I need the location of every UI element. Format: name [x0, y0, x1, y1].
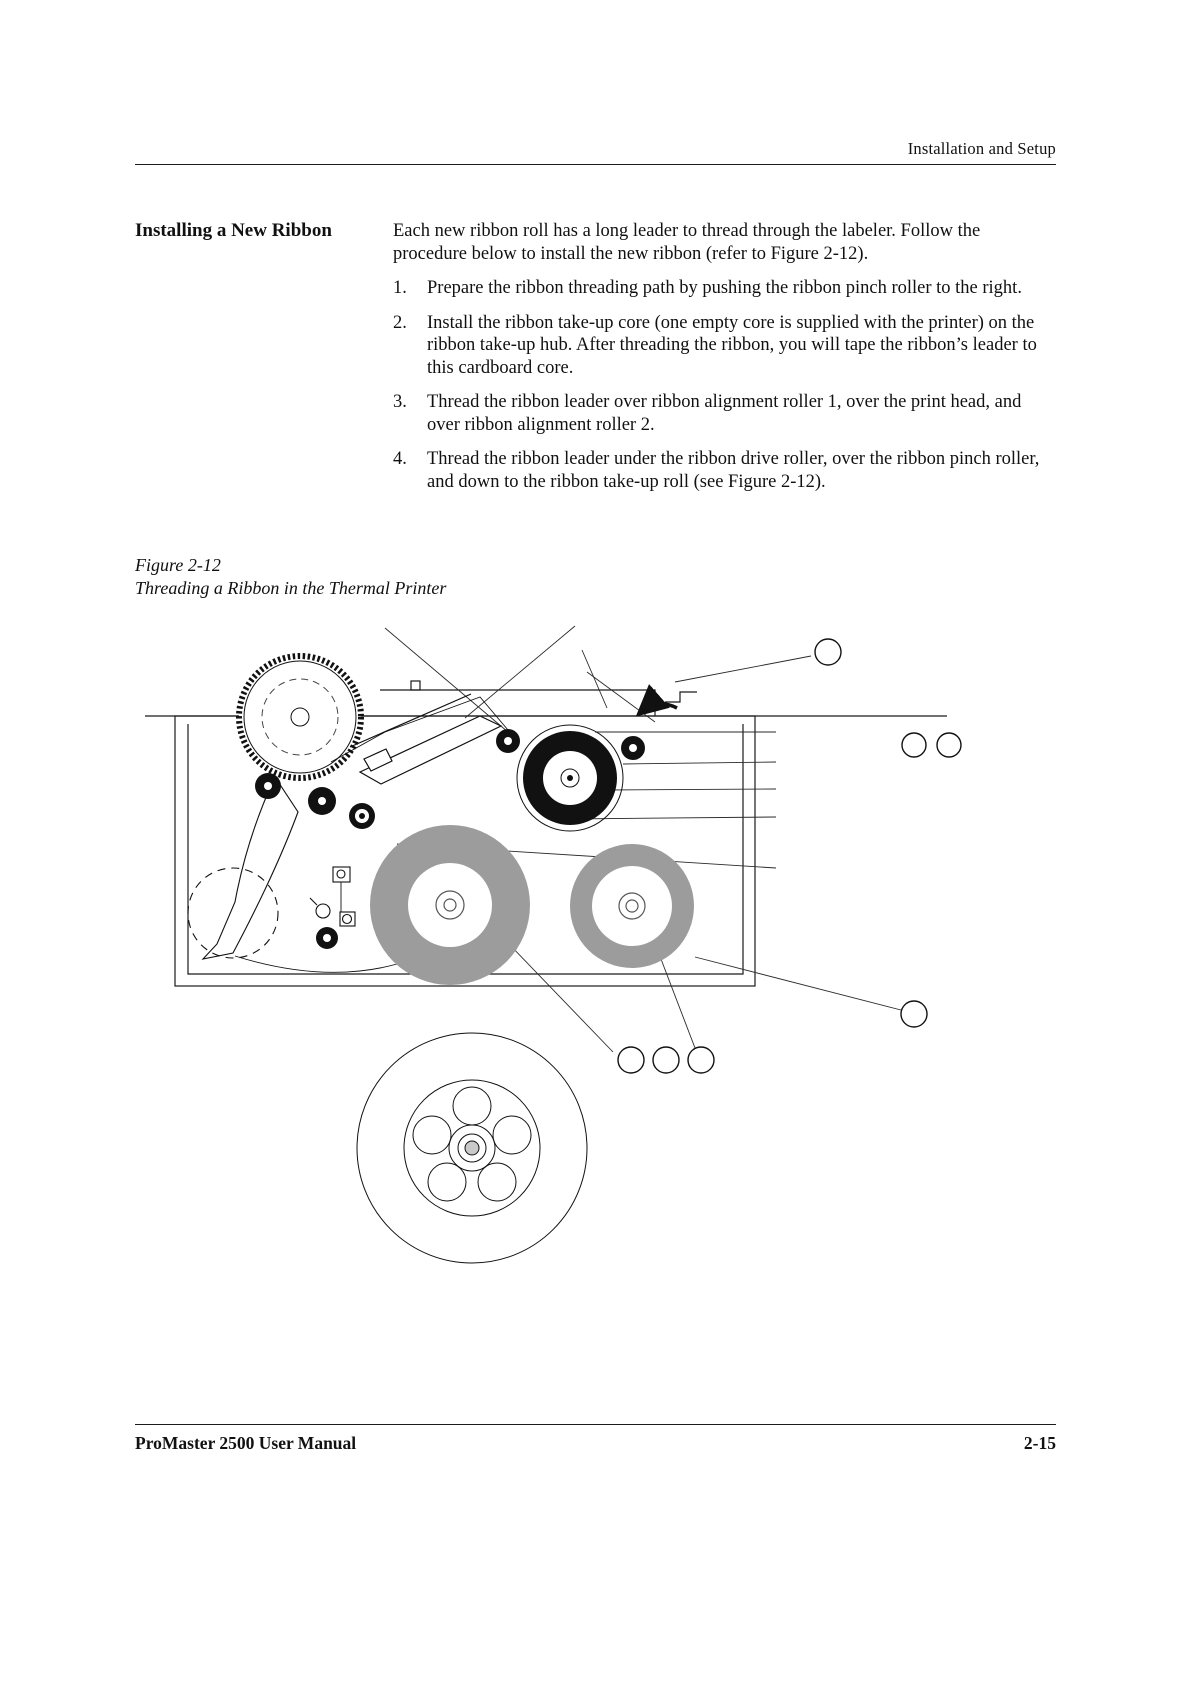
step-text: Install the ribbon take-up core (one empty core is supplied with the printer) on the ribbon take-up hub. After threading the ribbon, you will tape the ribbon’s leader to this cardboard core. [427, 312, 1037, 378]
callout-circle [688, 1047, 714, 1073]
header-rule [135, 164, 1056, 165]
running-header: Installation and Setup [907, 139, 1056, 158]
media-sensor [310, 867, 355, 926]
ribbon-supply-roll [239, 656, 361, 778]
ribbon-take-up-roll [517, 725, 623, 831]
callout-circle [815, 639, 841, 665]
step-text: Prepare the ribbon threading path by pushing the ribbon pinch roller to the right. [427, 278, 1022, 298]
side-column [135, 220, 393, 493]
lower-guide-roller [316, 927, 338, 949]
step-number: 1. [393, 278, 407, 298]
figure-caption: Threading a Ribbon in the Thermal Printer [135, 578, 447, 598]
step-text: Thread the ribbon leader under the ribbon drive roller, over the ribbon pinch roller, and down to the ribbon take-up roll (see Figure 2-12). [427, 449, 1040, 492]
figure-2-12-diagram [135, 612, 1056, 1292]
intro-paragraph: Each new ribbon roll has a long leader to thread through the labeler. Follow the procedure below to install the new ribbon (refer to Figure 2-12). [393, 221, 981, 264]
step-text: Thread the ribbon leader over ribbon alignment roller 1, over the print head, and over ribbon alignment roller 2. [427, 392, 1022, 435]
footer-rule [135, 1424, 1056, 1425]
step-item [393, 277, 1056, 300]
ribbon-roller [308, 787, 336, 815]
step-number: 2. [393, 312, 407, 333]
step-item [393, 312, 1056, 380]
step-number: 3. [393, 392, 407, 412]
callout-circle [937, 733, 961, 757]
media-supply-roll [370, 825, 530, 985]
callout-circle [653, 1047, 679, 1073]
callout-circle [901, 1001, 927, 1027]
callout-circle [902, 733, 926, 757]
body-column [393, 220, 1056, 493]
ribbon-alignment-roller-1 [255, 773, 281, 799]
footer-manual-title: ProMaster 2500 User Manual [135, 1433, 357, 1453]
media-take-up-roll [570, 844, 694, 968]
ribbon-pinch-roller [496, 729, 520, 753]
content-area [135, 220, 1056, 493]
push-direction-arrow [641, 704, 677, 712]
step-number: 4. [393, 449, 407, 469]
platen-wheel [357, 1033, 587, 1263]
figure-label: Figure 2-12 [135, 555, 221, 575]
callout-circle [618, 1047, 644, 1073]
section-heading: Installing a New Ribbon [135, 220, 332, 241]
ribbon-drive-roller [621, 736, 645, 760]
footer-page-number: 2-15 [1023, 1433, 1056, 1453]
step-item [393, 448, 1056, 493]
step-item [393, 391, 1056, 436]
ribbon-alignment-roller-2 [349, 803, 375, 829]
figure-caption-block [135, 554, 555, 600]
